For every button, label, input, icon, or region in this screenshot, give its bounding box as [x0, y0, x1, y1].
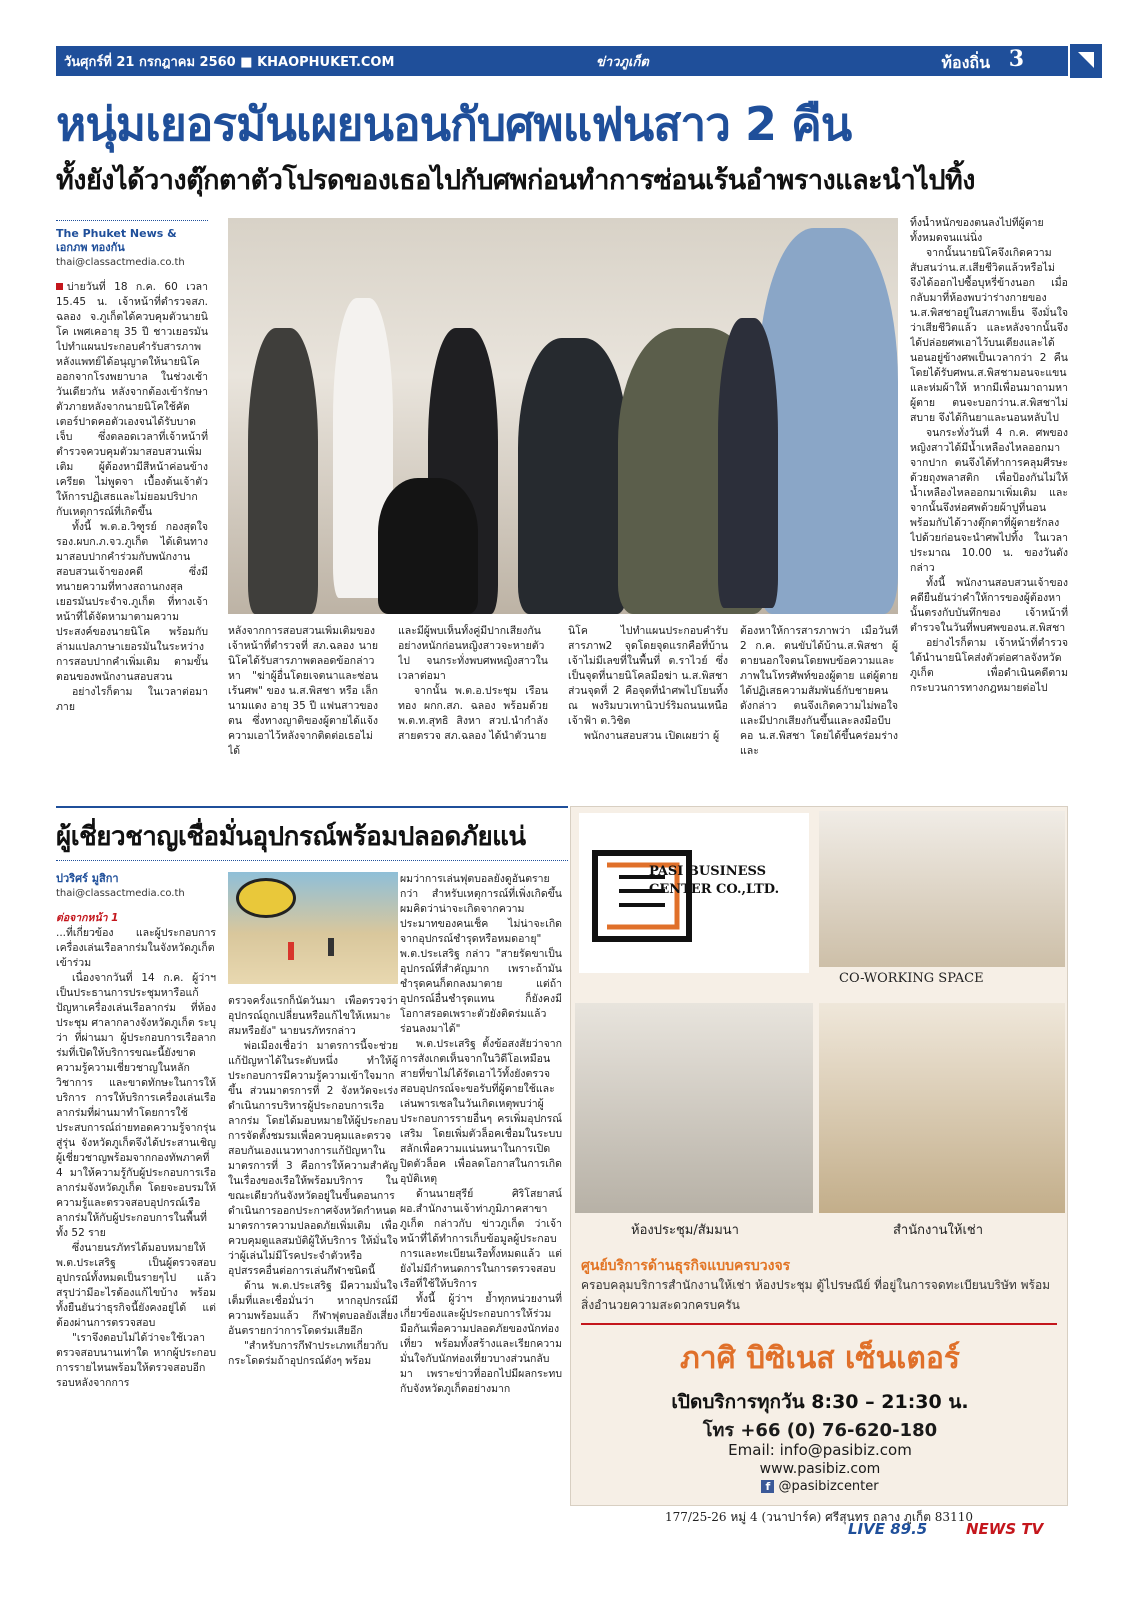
opening-hours: เปิดบริการทุกวัน 8:30 – 21:30 น.: [671, 1391, 969, 1413]
coworking-caption: CO-WORKING SPACE: [839, 971, 984, 986]
ad-address: 177/25-26 หมู่ 4 (วนาปาร์ค) ศรีสุนทร ถลาง ภูเก็ต 83110: [665, 1510, 973, 1524]
story1-para-9: ต้องหาให้การสารภาพว่า เมื่อวันที่ 2 ก.ค. ตนขับได้บ้าน.ส.พิสชา ผู้ตายนอกใจตนโดยพบข้อความและภาพในโทรศัพท์ของผู้ตาย แต่ผู้ตายได้ปฏิเสธความสัมพันธ์กับชายคนดังกล่าว ตนจึงเกิดความไม่พอใจและมีปากเสียงกันขึ้นและลงมือบีบคอ น.ส.พิสชา โดยได้ขึ้นคร่อมร่างและ: [740, 625, 898, 757]
story1-para-2: ทั้งนี้ พ.ต.อ.วิฑูรย์ กองสุดใจ รอง.ผบก.ภ.จว.ภูเก็ต ได้เดินทางมาสอบปากคำร่วมกับพนักงานสอบสวนเจ้าของคดี ซึ่งมีทนายความที่ทางสถานกงสุลเยอรมันประจำจ.ภูเก็ต ที่ทางเจ้าหน้าที่ได้จัดหามาตามความประสงค์ของนายนิโค พร้อมกับล่ามแปลภาษาเยอรมันในระหว่างการสอบปากคำเพิ่มเติม ตามขั้นตอนของพนักงานสอบสวน: [56, 521, 208, 683]
story2-para-10: พ.ต.ประเสริฐ ตั้งข้อสงสัยว่าจากการสังเกตเห็นจากในวิดีโอเหมือนสายที่ขาไม่ได้รัดเอาไว้ทั้งยังตรวจสอบอุปกรณ์จะขอรับที่ผู้ตายใช้และเล่นพารเซลในวันเกิดเหตุพบว่าผู้ประกอบการรายอื่นๆ ครเพิ่มอุปกรณ์เสริม โดยเพิ่มตัวล็อคเชื่อมในระบบสลักเพื่อความแน่นหนาในการเปิดปิดตัวล็อค เพื่อลดโอกาสในการเกิดอุบัติเหตุ: [400, 1038, 562, 1185]
section-name: ท้องถิ่น: [941, 53, 990, 72]
lead-marker-icon: [56, 283, 63, 290]
story1-para-4: หลังจากการสอบสวนเพิ่มเติมของเจ้าหน้าที่ตำรวจที่ สภ.ฉลอง นายนิโคได้รับสารภาพตลอดข้อกล่าวหา "ฆ่าผู้อื่นโดยเจตนาและซ่อนเร้นศพ" ของ น.ส.พิสชา หรือ เล็ก นามแดง อายุ 35 ปี แฟนสาวของตน ซึ่งทางญาติของผู้ตายได้แจ้งความเอาไว้หลังจากติดต่อเธอไม่ได้: [228, 625, 378, 757]
story1-para-3: อย่างไรก็ตาม ในเวลาต่อมาภาย: [56, 686, 208, 713]
story2-column-3: [400, 872, 562, 1532]
story2-column-1: [56, 872, 216, 1532]
story1-para-14: อย่างไรก็ตาม เจ้าหน้าที่ตำรวจได้นำนายนิโคส่งตัวต่อศาลจังหวัดภูเก็ต เพื่อดำเนินคดีตามกระบวนการทางกฎหมายต่อไป: [910, 637, 1068, 694]
story2-para-6: พ่อเมืองเชื่อว่า มาตรการนี้จะช่วยแก้ปัญหาได้ในระดับหนึ่ง ทำให้ผู้ประกอบการมีความรู้ความเข้าใจมากขึ้น ส่วนมาตรการที่ 2 จังหวัดจะเร่งดำเนินการบริหารผู้ประกอบการเรือลากร่ม โดยได้มอบหมายให้ผู้ประกอบการจัดตั้งชมรมเพื่อควบคุมและตรวจสอบกันเองแนวทางการแก้ปัญหาในมาตรการที่ 3 คือการให้ความสำคัญในเรื่องของเรือให้พร้อมบริการ ในขณะเดียวกันจังหวัดอยู่ในขั้นตอนการดำเนินการออกประกาศจังหวัดกำหนดมาตรการความปลอดภัยเพิ่มเติม เพื่อควบคุมดูแลสมบัติผู้ให้บริการ ให้มั่นใจว่าผู้เล่นไม่มีโรคประจำตัวหรืออุปสรรคอื่นต่อการเล่นกีฬาชนิดนี้: [228, 1040, 398, 1277]
story2-para-8: "สำหรับการกีฬาประเภทเกี่ยวกับกระโดดร่มถ้าอุปกรณ์ดังๆ พร้อม: [228, 1340, 389, 1367]
office-rental-caption: สำนักงานให้เช่า: [893, 1223, 984, 1238]
story1-para-7: นิโค ไปทำแผนประกอบคำรับสารภาพ2 จุดโดยจุดแรกคือที่บ้านเจ้าไม่มีเลขที่ในพื้นที่ ต.ราไวย์ ซึ่งเป็นจุดที่นายนิโคลมือฆ่า น.ส.พิสชา ส่วนจุดที่ 2 คือจุดที่นำศพไปโยนทิ้ง ณ พงริมบวเทานิวปร์ริมถนนเหนือเจ้าฟ้า ต.วิชิต: [568, 625, 728, 727]
contact-email: Email: info@pasibiz.com: [728, 1441, 912, 1459]
live-radio-logo: LIVE 89.5: [848, 1520, 928, 1538]
byline-divider: [56, 220, 208, 221]
author-email: thai@classactmedia.co.th: [56, 257, 185, 268]
phone-number: โทร +66 (0) 76-620-180: [702, 1420, 938, 1441]
story2-byline: ปวริศร์ มูสิกา: [56, 872, 119, 885]
story1-column-1: [56, 220, 208, 810]
story2-para-7: ด้าน พ.ต.ประเสริฐ มีความมั่นใจเต็มที่และเชื่อมั่นว่า หากอุปกรณ์มีความพร้อมแล้ว กีฬาฟุตบอลยังเสี่ยงอันตรายกว่าการโดดร่มเสียอีก: [228, 1280, 398, 1337]
office-rental-photo: [819, 1003, 1065, 1213]
continued-label: ต่อจากหน้า 1: [56, 912, 119, 924]
story2-para-2: เนื่องจากวันที่ 14 ก.ค. ผู้ว่าฯ เป็นประธานการประชุมหารือแก้ปัญหาเครื่องเล่นเรือลากร่ม ที่ห้องประชุม ศาลากลางจังหวัดภูเก็ต ระบุว่า ที่ผ่านมา ผู้ประกอบการเรือลากร่มที่เปิดให้บริการขณะนี้ยังขาดความรู้ความเชี่ยวชาญในหลักวิชาการ และขาดทักษะในการให้บริการ การให้บริการเครื่องเล่นเรือลากร่มที่ผ่านมาทำโดยการใช้ประสบการณ์ถ่ายทอดความรู้จากรุ่นสู่รุ่น จังหวัดภูเก็ตจึงได้ประสานเชิญผู้เชี่ยวชาญพร้อมจากกองทัพภาคที่ 4 มาให้ความรู้กับผู้ประกอบการเรือลากร่มจังหวัดภูเก็ต โดยจะอบรมให้ความรู้และตรวจสอบอุปกรณ์เรือลากร่มให้กับผู้ประกอบการในพื้นที่ทั้ง 52 ราย: [56, 972, 216, 1239]
byline-author: เอกภพ ทองกัน: [56, 241, 125, 254]
story1-para-5: และมีผู้พบเห็นทั้งคู่มีปากเสียงกันอย่างหนักก่อนหญิงสาวจะหายตัวไป จนกระทั่งพบศพหญิงสาวในเวลาต่อมา: [398, 625, 548, 682]
story1-headline: หนุ่มเยอรมันเผยนอนกับศพแฟนสาว 2 คืน: [56, 97, 852, 151]
story1-para-10: ทิ้งน้ำหนักของตนลงไปที่ผู้ตายทั้งหมดจนแน่นิ่ง: [910, 217, 1044, 244]
company-name: PASI BUSINESS CENTER CO.,LTD.: [649, 864, 780, 897]
story1-column-3: [398, 624, 548, 810]
section-divider: [56, 806, 568, 808]
facebook-row: [571, 1479, 1069, 1494]
story1-column-2: [228, 624, 378, 810]
meeting-room-photo: [575, 1003, 813, 1213]
story2-para-11: ด้านนายสุรีย์ ศิริโสยาสน์ ผอ.สำนักงานเจ้าท่าภูมิภาคสาขาภูเก็ต กล่าวกับ ข่าวภูเก็ต ว่าเจ้าหน้าที่ได้ทำการเก็บข้อมูลผู้ประกอบการและทะเบียนเรือทั้งหมดแล้ว แต่ยังไม่มีกำหนดการในการตรวจสอบเรือที่ใช้ให้บริการ: [400, 1188, 562, 1290]
advertisement: [570, 806, 1068, 1506]
masthead-logo: ข่าวภูเก็ต: [596, 55, 649, 70]
story2-para-1: ...ที่เกี่ยวข้อง และผู้ประกอบการเครื่องเล่นเรือลากร่มในจังหวัดภูเก็ตเข้าร่วม: [56, 927, 216, 969]
page-corner-icon: [1070, 44, 1102, 78]
story1-column-6: [910, 216, 1068, 810]
story2-email: thai@classactmedia.co.th: [56, 888, 185, 899]
story1-column-4: [568, 624, 728, 810]
issue-date-site: วันศุกร์ที่ 21 กรกฎาคม 2560 ■ KHAOPHUKET.COM: [64, 54, 395, 70]
news-tv-logo: NEWS TV: [966, 1520, 1044, 1538]
story2-para-5: ตรวจครั้งแรกก็นัดวันมา เพื่อตรวจว่าอุปกรณ์ถูกเปลี่ยนหรือแก้ไขให้เหมาะสมหรือยัง" นายนรภัทรกล่าว: [228, 995, 398, 1037]
story2-rule: [56, 860, 568, 861]
ad-divider: [581, 1323, 1057, 1325]
story1-para-12: จนกระทั่งวันที่ 4 ก.ค. ศพของหญิงสาวได้มีน้ำเหลืองไหลออกมาจากปาก ตนจึงได้ทำการคลุมศีรษะด้วยถุงพลาสติก เพื่อป้องกันไม่ให้น้ำเหลืองไหลออกมาเพิ่มเติม และจากนั้นจึงห่อศพด้วยผ้าปูที่นอนพร้อมกับได้วางตุ๊กตาที่ผู้ตายรักลงไปด้วยก่อนจะนำศพไปทิ้ง ในเวลาประมาณ 10.00 น. ของวันดังกล่าว: [910, 427, 1068, 574]
story1-para-13: ทั้งนี้ พนักงานสอบสวนเจ้าของคดียืนยันว่าคำให้การของผู้ต้องหานั้นตรงกับบันทึกของ เจ้าหน้าที่ตำรวจในวันที่พบศพของน.ส.พิสชา: [910, 577, 1068, 634]
service-description: ครอบคลุมบริการสำนักงานให้เช่า ห้องประชุม ตู้ไปรษณีย์ ที่อยู่ในการจดทะเบียนบริษัท พร้อมสิ่งอำนวยความสะดวกครบครัน: [581, 1278, 1051, 1312]
story2-headline: ผู้เชี่ยวชาญเชื่อมั่นอุปกรณ์พร้อมปลอดภัยแน่: [56, 822, 526, 852]
story2-para-4: "เราจึงตอบไม่ได้ว่าจะใช้เวลาตรวจสอบนานเท่าใด หากผู้ประกอบการรายไหนพร้อมให้ตรวจสอบอีกรอบหลังจากการ: [56, 1332, 216, 1389]
page-number: 3: [1008, 46, 1024, 72]
story1-para-8: พนักงานสอบสวน เปิดเผยว่า ผู้: [584, 730, 720, 742]
story1-para-6: จากนั้น พ.ต.อ.ประชุม เรือนทอง ผกก.สภ. ฉลอง พร้อมด้วย พ.ต.ท.สุทธิ สิงหา สวป.นำกำลังสายตรวจ สภ.ฉลอง ได้นำตัวนาย: [398, 685, 548, 742]
brand-name-thai: ภาศิ บิซิเนส เซ็นเตอร์: [679, 1341, 961, 1376]
facebook-handle: @pasibizcenter: [778, 1479, 879, 1494]
company-logo: [579, 813, 809, 973]
story2-photo: [228, 872, 398, 984]
facebook-icon: f: [761, 1480, 774, 1493]
meeting-room-caption: ห้องประชุม/สัมมนา: [631, 1223, 739, 1238]
story2-para-3: ซึ่งนายนรภัทรได้มอบหมายให้ พ.ต.ประเสริฐ เป็นผู้ตรวจสอบอุปกรณ์ทั้งหมดเป็นรายๆไป แล้วสรุปว่ามีอะไรต้องแก้ไขบ้าง พร้อมทั้งยืนยันว่าธุรกิจนี้ยังคงอยู่ได้ แต่ต้องผ่านการตรวจสอบ: [56, 1242, 216, 1329]
story2-para-9: ผมว่าการเล่นฟุตบอลยังดูอันตรายกว่า สำหรับเหตุการณ์ที่เพิ่งเกิดขึ้น ผมคิดว่าน่าจะเกิดจากความประมาทของคนเช็ค ไม่น่าจะเกิดจากอุปกรณ์ชำรุดหรือหมดอายุ" พ.ต.ประเสริฐ กล่าว "สายรัดขาเป็นอุปกรณ์ที่สำคัญมาก เพราะถ้ามันชำรุดคนก็ตกลงมาตาย แต่ถ้าอุปกรณ์อื่นชำรุดแทน ก็ยังคงมีโอกาสรอดเพราะตัวยังติดร่มแล้วร่อนลงมาได้": [400, 873, 562, 1035]
story1-para-11: จากนั้นนายนิโคจึงเกิดความสับสนว่าน.ส.เสียชีวิตแล้วหรือไม่ จึงได้ออกไปซื้อบุหรี่ข้างนอก เมื่อกลับมาที่ห้องพบว่าร่างกายของน.ส.พิสชาอยู่ในสภาพเย็น จึงมั่นใจว่าเสียชีวิตแล้ว และหลังจากนั้นจึงได้ปล่อยศพเอาไว้บนเตียงและได้นอนอยู่ข้างศพเป็นเวลากว่า 2 คืน โดยได้รับศพน.ส.พิสชามอนจะแขนและห่มผ้าให้ หากมีเพื่อนมาถามหาผู้ตาย ตนจะบอกว่าน.ส.พิสชาไม่สบาย จึงได้กินยาและนอนหลับไป: [910, 247, 1068, 424]
story1-photo: [228, 218, 898, 614]
page-header-bar: [56, 46, 1068, 76]
story1-column-5: [740, 624, 898, 810]
service-heading: ศูนย์บริการด้านธุรกิจแบบครบวงจร: [581, 1258, 791, 1274]
byline-source: The Phuket News &: [56, 227, 177, 240]
story2-para-12: ทั้งนี้ ผู้ว่าฯ ย้ำทุกหน่วยงานที่เกี่ยวข้องและผู้ประกอบการให้ร่วมมือกันเพื่อความปลอดภัยของนักท่องเที่ยว พร้อมทั้งสร้างและเรียกความมั่นใจกับนักท่องเที่ยวบางส่วนกลับมา เพราะข่าวที่ออกไปมีผลกระทบกับจังหวัดภูเก็ตอย่างมาก: [400, 1293, 562, 1395]
coworking-photo: [819, 811, 1065, 967]
story1-subhead: ทั้งยังได้วางตุ๊กตาตัวโปรดของเธอไปกับศพก่อนทำการซ่อนเร้นอำพรางและนำไปทิ้ง: [56, 165, 975, 196]
story1-para-1: บ่ายวันที่ 18 ก.ค. 60 เวลา 15.45 น. เจ้าหน้าที่ตำรวจสภ. ฉลอง จ.ภูเก็ตได้ควบคุมตัวนายนิโค เพศเคอายุ 35 ปี ชาวเยอรมันไปทำแผนประกอบคำรับสารภาพ หลังแพทย์ได้อนุญาตให้นายนิโคออกจากโรงพยาบาล ในช่วงเช้าวันเดียวกัน หลังจากต้องเข้ารักษาตัวภายหลังจากนายนิโคใช้คัตเตอร์ปาดคอตัวเองจนได้รับบาดเจ็บ ซึ่งตลอดเวลาที่เจ้าหน้าที่ตำรวจควบคุมตัวมาสอบสวนเพิ่มเติม ผู้ต้องหามีสีหน้าค่อนข้างเครียด ไม่พูดจา เบื้องต้นเจ้าตัวให้การปฏิเสธและไม่ยอมปริปากกับเหตุการณ์ที่เกิดขึ้น: [56, 281, 208, 518]
story2-column-2: [228, 994, 398, 1532]
website: www.pasibiz.com: [759, 1461, 881, 1477]
